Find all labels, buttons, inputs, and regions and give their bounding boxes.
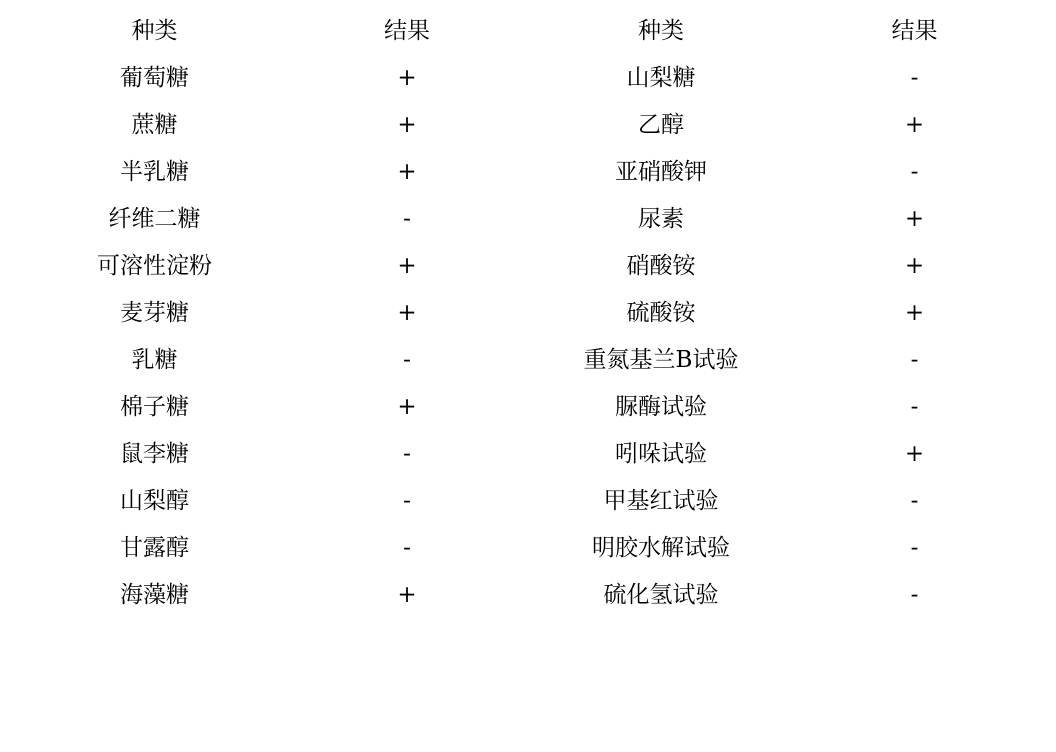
table-body bbox=[22, 8, 1034, 619]
header-left-name: 种类 bbox=[131, 18, 178, 44]
cell-right-result: - bbox=[910, 159, 919, 185]
cell-right-result: + bbox=[904, 441, 925, 467]
cell-left-name: 甘露醇 bbox=[120, 535, 189, 561]
cell-left-name: 海藻糖 bbox=[120, 582, 189, 608]
table-row bbox=[22, 55, 1034, 102]
table-row bbox=[22, 196, 1034, 243]
cell-left-result: - bbox=[403, 488, 411, 514]
biochemical-results-table bbox=[22, 8, 1034, 619]
cell-left-result: - bbox=[403, 441, 411, 467]
cell-right-name: 明胶水解试验 bbox=[592, 535, 730, 561]
cell-right-name: 硝酸铵 bbox=[626, 253, 696, 279]
cell-left-result: + bbox=[397, 253, 417, 279]
table-row bbox=[22, 243, 1034, 290]
cell-right-name: 乙醇 bbox=[638, 112, 684, 138]
cell-left-result: - bbox=[403, 535, 411, 561]
cell-right-name: 硫酸铵 bbox=[626, 300, 696, 326]
cell-left-result: - bbox=[403, 206, 411, 232]
cell-left-name: 鼠李糖 bbox=[120, 441, 189, 467]
table-header-row bbox=[22, 8, 1034, 55]
header-right-result: 结果 bbox=[891, 18, 938, 44]
cell-left-name: 山梨醇 bbox=[120, 488, 189, 514]
table-row bbox=[22, 384, 1034, 431]
cell-right-name: 尿素 bbox=[638, 206, 684, 232]
cell-right-name: 山梨糖 bbox=[626, 65, 696, 91]
cell-right-name: 吲哚试验 bbox=[615, 441, 707, 467]
table-row bbox=[22, 102, 1034, 149]
cell-right-result: - bbox=[910, 582, 919, 608]
cell-right-name: 亚硝酸钾 bbox=[615, 159, 707, 185]
cell-left-result: - bbox=[403, 347, 411, 373]
table-row bbox=[22, 572, 1034, 619]
cell-left-result: + bbox=[397, 159, 417, 185]
cell-right-result: - bbox=[910, 394, 919, 420]
cell-right-result: + bbox=[904, 300, 925, 326]
cell-right-name: 硫化氢试验 bbox=[603, 582, 719, 608]
cell-left-result: + bbox=[397, 300, 417, 326]
cell-left-result: + bbox=[397, 582, 417, 608]
cell-right-name: 脲酶试验 bbox=[615, 394, 707, 420]
table-row bbox=[22, 337, 1034, 384]
cell-left-name: 半乳糖 bbox=[120, 159, 189, 185]
cell-right-result: - bbox=[910, 65, 919, 91]
cell-right-result: + bbox=[904, 206, 925, 232]
cell-right-result: + bbox=[904, 253, 925, 279]
table-row bbox=[22, 525, 1034, 572]
cell-left-name: 蔗糖 bbox=[131, 112, 178, 138]
cell-right-result: - bbox=[910, 347, 919, 373]
cell-left-name: 葡萄糖 bbox=[120, 65, 189, 91]
header-left-result: 结果 bbox=[384, 18, 430, 44]
cell-right-name: 甲基红试验 bbox=[603, 488, 719, 514]
table-row bbox=[22, 290, 1034, 337]
cell-left-name: 棉子糖 bbox=[120, 394, 189, 420]
cell-left-name: 可溶性淀粉 bbox=[97, 253, 212, 279]
cell-left-name: 麦芽糖 bbox=[120, 300, 189, 326]
header-right-name: 种类 bbox=[638, 18, 684, 44]
cell-left-result: + bbox=[397, 65, 417, 91]
table-row bbox=[22, 478, 1034, 525]
cell-right-result: - bbox=[910, 535, 919, 561]
cell-left-result: + bbox=[397, 394, 417, 420]
cell-left-result: + bbox=[397, 112, 417, 138]
cell-left-name: 乳糖 bbox=[131, 347, 178, 373]
table-row bbox=[22, 431, 1034, 478]
cell-left-name: 纤维二糖 bbox=[108, 206, 201, 232]
cell-right-result: + bbox=[904, 112, 925, 138]
cell-right-result: - bbox=[910, 488, 919, 514]
table-row bbox=[22, 149, 1034, 196]
cell-right-name: 重氮基兰B试验 bbox=[583, 347, 739, 373]
